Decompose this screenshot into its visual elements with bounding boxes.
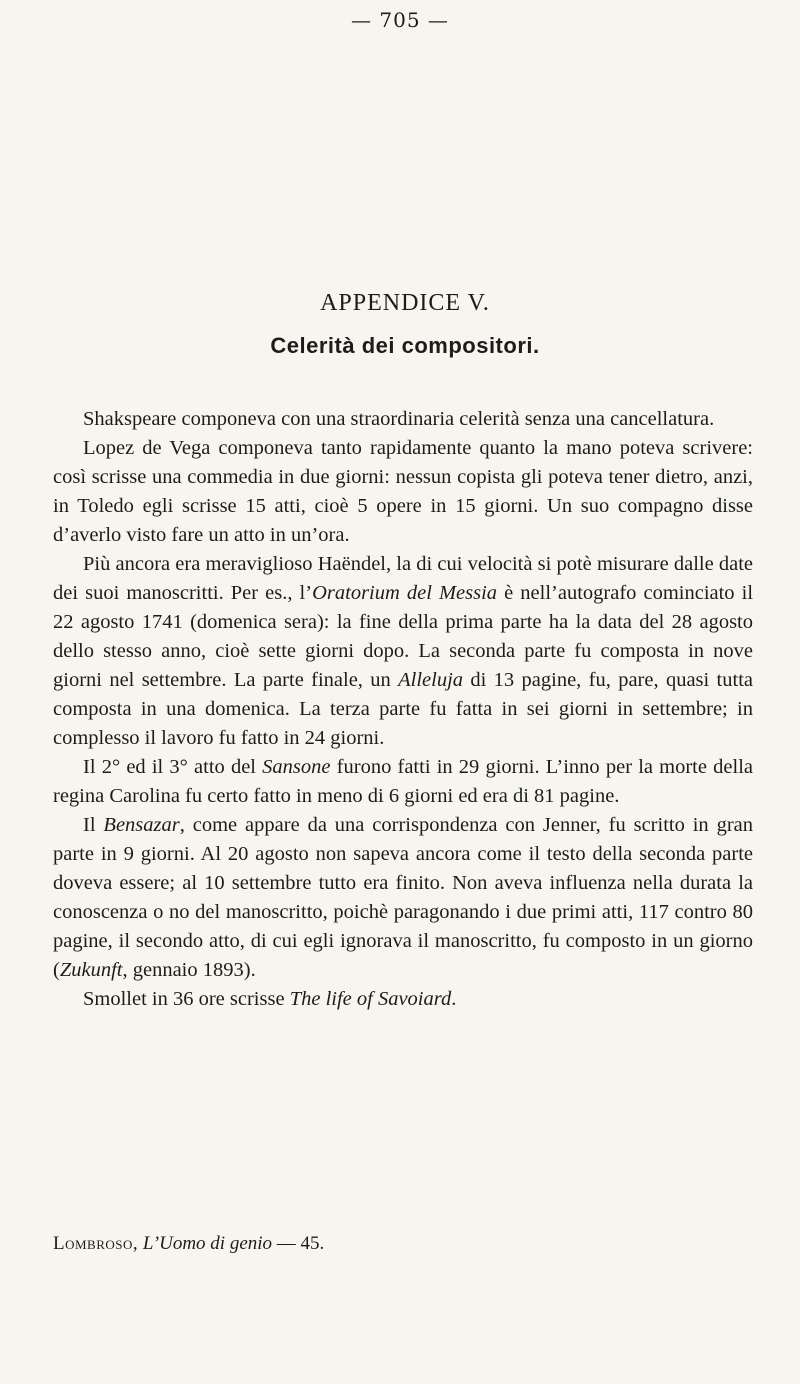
paragraph-text: , come appare da una corrispondenza con Jenner, fu scritto in gran parte in 9 giorni. Al 20 agosto non sapeva ancora come il testo della seconda parte doveva essere; al 10 settembre tutto era finito. Non aveva influenza nella durata la conoscenza o no del manoscritto, poichè paragonando i due primi atti, 117 contro 80 pagine, il secondo atto, di cui egli ignorava il manoscritto, fu composto in un giorno ( [53,814,753,981]
paragraph-text: Shakspeare componeva con una straordinaria celerità senza una cancellatura. [83,408,715,430]
paragraph [53,811,753,985]
paragraph-text: è nell’autografo cominciato il 22 agosto 1741 (domenica sera): la fine della prima parte ha la data del 28 agosto dello stesso anno, cioè sette giorni dopo. La seconda parte fu composta in nove giorni nel settembre. La parte finale, un [53,582,754,691]
paragraph-text: di 13 pagine, fu, pare, quasi tutta composta in una domenica. La terza parte fu fatta in sei giorni in settembre; in complesso il lavoro fu fatto in 24 giorni. [53,669,753,749]
paragraph-text: Il 2° ed il 3° atto del [83,756,263,778]
paragraph [53,550,753,753]
paragraph-text: furono fatti in 29 giorni. L’inno per la morte della regina Carolina fu certo fatto in meno di 6 giorni ed era di 81 pagine. [53,756,753,807]
appendix-title: APPENDICE V. [320,290,490,316]
paragraph-text: Il [83,814,104,836]
paragraph-text: Più ancora era meraviglioso Haëndel, la di cui velocità si potè misurare dalle date dei suoi manoscritti. Per es., l’ [53,553,753,604]
italic-title-text: Alleluja [398,669,464,691]
footer-work: L’Uomo di genio [142,1233,273,1254]
paragraph-text: Lopez de Vega componeva tanto rapidamente quanto la mano poteva scrivere: così scrisse una commedia in due giorni: nessun copista gli poteva tener dietro, anzi, in Toledo egli scrisse 15 atti, cioè 5 opere in 15 giorni. Un suo compagno disse d’averlo visto fare un atto in un’ora. [53,437,753,546]
italic-title-text: Sansone [262,756,331,778]
section-title: Celerità dei compositori. [270,333,540,358]
paragraph [53,405,753,434]
italic-title-text: Oratorium del Messia [312,582,498,604]
italic-title-text: Bensazar [103,814,180,836]
paragraph [53,753,753,811]
paragraph [53,434,753,550]
body-text [53,405,753,1014]
italic-title-text: The life of Savoiard [289,988,452,1010]
footer-author: Lombroso, [53,1233,139,1254]
page-footer [53,1233,753,1255]
footer-page-ref: — 45. [276,1233,325,1254]
page-number: — 705 — [351,8,449,32]
paragraph-text: , gennaio 1893). [122,959,256,981]
paragraph [53,985,753,1014]
italic-title-text: Zukunft [59,959,123,981]
paragraph-text: Smollet in 36 ore scrisse [83,988,290,1010]
paragraph-text: . [451,988,457,1010]
